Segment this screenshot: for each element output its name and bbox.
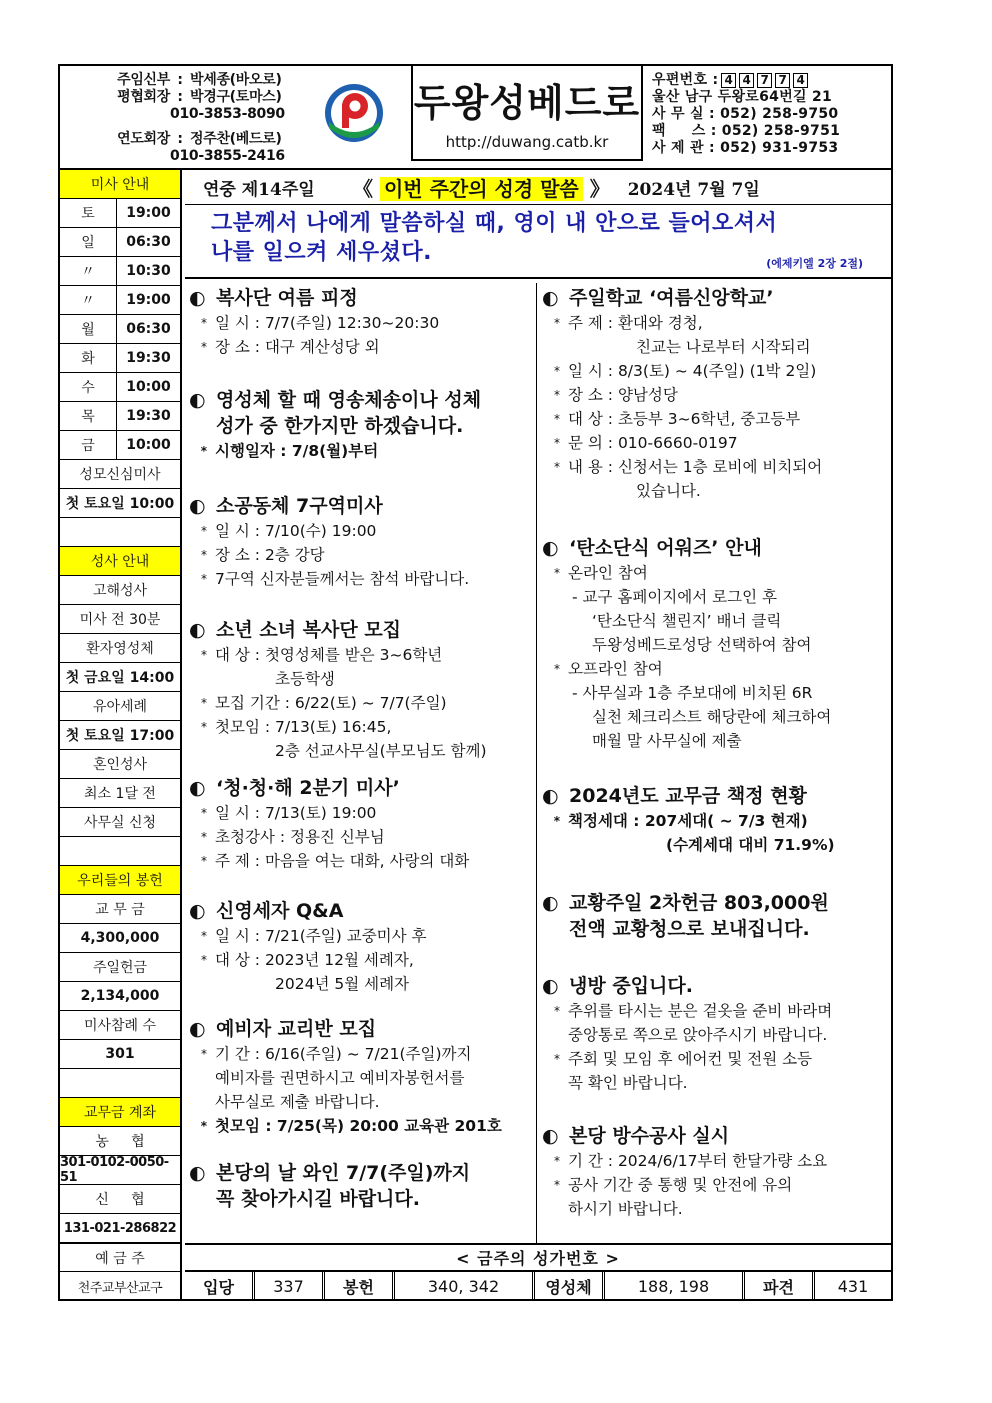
prayer-phone: 010-3855-2416 bbox=[170, 148, 285, 164]
liturgical-week: 연중 제14주일 bbox=[203, 179, 315, 200]
announcement-neophyte-qa: ◐ 신영세자 Q&A * 일 시 : 7/21(주일) 교중미사 후 * 대 상 : 2023년 12월 세례자, 2024년 5월 세례자 bbox=[189, 900, 427, 993]
half-circle-icon: ◐ bbox=[542, 975, 559, 997]
star-icon: * bbox=[554, 1154, 560, 1168]
left-column bbox=[185, 283, 537, 1243]
hymn-numbers-row bbox=[185, 1272, 891, 1301]
star-icon: * bbox=[201, 830, 207, 844]
bulletin-title-box bbox=[411, 66, 643, 161]
prayer-name: 정주찬(베드로) bbox=[190, 131, 282, 147]
verse-header bbox=[185, 170, 891, 205]
sidebar-spacer bbox=[60, 1069, 180, 1098]
sidebar-spacer bbox=[60, 837, 180, 866]
star-icon: * bbox=[554, 316, 560, 330]
mass-schedule-heading: 미사 안내 bbox=[60, 170, 180, 199]
star-icon: * bbox=[201, 1047, 207, 1061]
star-icon: * bbox=[201, 720, 207, 734]
announcement-altar-retreat: ◐ 복사단 여름 피정 * 일 시 : 7/7(주일) 12:30~20:30 * 장 소 : 대구 계산성당 외 bbox=[189, 285, 537, 359]
sidebar-spacer bbox=[60, 518, 180, 547]
mass-row: 월 06:30 bbox=[60, 315, 180, 344]
clergy-info: 주임신부 : 박세종(바오로) 평협회장 : 박경구(토마스) 010-3853-8090 연도회장 : 정주찬(베드로) 010-3855-2416 bbox=[60, 72, 320, 165]
star-icon: * bbox=[201, 572, 207, 586]
offertory-hymn-label: 봉헌 bbox=[325, 1272, 395, 1301]
mass-row: 일 06:30 bbox=[60, 228, 180, 257]
half-circle-icon: ◐ bbox=[189, 1018, 206, 1040]
verse-heading: 《 이번 주간의 성경 말씀 》 bbox=[353, 176, 610, 201]
offering-value: 301 bbox=[60, 1040, 180, 1069]
half-circle-icon: ◐ bbox=[189, 389, 206, 411]
sacrament-item: 첫 금요일 14:00 bbox=[60, 663, 180, 692]
entrance-hymn-label: 입당 bbox=[185, 1272, 255, 1301]
mass-row: 금 10:00 bbox=[60, 431, 180, 460]
marian-mass-label: 성모신심미사 bbox=[60, 460, 180, 489]
announcement-parish-wine: ◐ 본당의 날 와인 7/7(주일)까지 꼭 찾아가시길 바랍니다. bbox=[189, 1162, 471, 1210]
half-circle-icon: ◐ bbox=[542, 785, 559, 807]
half-circle-icon: ◐ bbox=[189, 619, 206, 641]
star-icon: * bbox=[554, 662, 560, 676]
half-circle-icon: ◐ bbox=[542, 287, 559, 309]
announcement-altar-server-recruit: ◐ 소년 소녀 복사단 모집 * 대 상 : 첫영성체를 받은 3~6학년 초등학생 * 모집 기간 : 6/22(토) ~ 7/7(주일) * 첫모임 : 7/13(토) 16:45, 2층 선교사무실(부모님도 함께) bbox=[189, 619, 487, 760]
mass-row: 목 19:30 bbox=[60, 402, 180, 431]
star-icon: * bbox=[200, 1119, 207, 1133]
scripture-verse bbox=[185, 205, 891, 279]
mass-row: 〃 10:30 bbox=[60, 257, 180, 286]
announcement-catechumen: ◐ 예비자 교리반 모집 * 기 간 : 6/16(주일) ~ 7/21(주일)까지 예비자를 권면하시고 예비자봉헌서를 사무실로 제출 바랍니다. * 첫모임 : 7/25(목) 20:00 교육관 201호 bbox=[189, 1016, 537, 1138]
entrance-hymn: 337 bbox=[255, 1272, 325, 1301]
bank-name: 신 협 bbox=[60, 1185, 180, 1214]
half-circle-icon: ◐ bbox=[189, 495, 206, 517]
half-circle-icon: ◐ bbox=[542, 537, 559, 559]
parish-logo-icon bbox=[323, 82, 385, 144]
half-circle-icon: ◐ bbox=[542, 1125, 559, 1147]
pastor-name: 박세종(바오로) bbox=[190, 72, 282, 88]
announcement-air-conditioning: ◐ 냉방 중입니다. * 추위를 타시는 분은 겉옷을 준비 바라며 중앙통로 쪽으로 앉아주시기 바랍니다. * 주회 및 모임 후 에어컨 및 전원 소등 꼭 확인 바랍니다. bbox=[542, 975, 833, 1092]
mass-row: 〃 19:00 bbox=[60, 286, 180, 315]
half-circle-icon: ◐ bbox=[542, 892, 559, 914]
bulletin-date: 2024년 7월 7일 bbox=[627, 179, 760, 200]
bulletin-header bbox=[60, 66, 891, 170]
announcement-columns bbox=[185, 283, 891, 1243]
hymn-numbers-heading: < 금주의 성가번호 > bbox=[185, 1243, 891, 1272]
rectory-phone: 사 제 관 : 052) 931-9753 bbox=[652, 140, 839, 156]
sacrament-item: 최소 1달 전 bbox=[60, 779, 180, 808]
verse-line: 그분께서 나에게 말씀하실 때, 영이 내 안으로 들어오셔서 bbox=[211, 211, 778, 236]
verse-reference: (에제키엘 2장 2절) bbox=[766, 257, 863, 270]
fax-number: 팩 스 : 052) 258-9751 bbox=[652, 123, 841, 139]
sacrament-item: 사무실 신청 bbox=[60, 808, 180, 837]
half-circle-icon: ◐ bbox=[189, 1162, 206, 1184]
offering-label: 주일헌금 bbox=[60, 953, 180, 982]
pastor-label: 주임신부 bbox=[117, 72, 170, 88]
half-circle-icon: ◐ bbox=[189, 900, 206, 922]
postal-digit: 4 bbox=[793, 73, 808, 88]
star-icon: * bbox=[201, 806, 207, 820]
announcement-waterproofing: ◐ 본당 방수공사 실시 * 기 간 : 2024/6/17부터 한달가량 소요 * 공사 기간 중 통행 및 안전에 유의 하시기 바랍니다. bbox=[542, 1125, 828, 1218]
account-holder-label: 예 금 주 bbox=[60, 1243, 180, 1272]
marian-mass-time: 첫 토요일 10:00 bbox=[60, 489, 180, 518]
announcement-communion-hymn: ◐ 영성체 할 때 영송체송이나 성체 성가 중 한가지만 하겠습니다. * 시행일자 : 7/8(월)부터 bbox=[189, 387, 537, 463]
main-content bbox=[185, 170, 891, 1297]
star-icon: * bbox=[554, 388, 560, 402]
star-icon: * bbox=[554, 364, 560, 378]
sidebar bbox=[60, 170, 182, 1301]
sacrament-item: 첫 토요일 17:00 bbox=[60, 721, 180, 750]
address: 울산 남구 두왕로64번길 21 bbox=[652, 89, 833, 105]
mass-row: 화 19:30 bbox=[60, 344, 180, 373]
star-icon: * bbox=[201, 953, 207, 967]
star-icon: * bbox=[554, 460, 560, 474]
star-icon: * bbox=[554, 412, 560, 426]
star-icon: * bbox=[201, 316, 207, 330]
office-phone: 사 무 실 : 052) 258-9750 bbox=[652, 106, 839, 122]
star-icon: * bbox=[553, 814, 560, 828]
account-number: 301-0102-0050-51 bbox=[60, 1156, 180, 1185]
bank-name: 농 협 bbox=[60, 1127, 180, 1156]
dismissal-hymn: 431 bbox=[837, 1277, 869, 1296]
star-icon: * bbox=[201, 696, 207, 710]
sacrament-heading: 성사 안내 bbox=[60, 547, 180, 576]
announcement-summer-school: ◐ 주일학교 ‘여름신앙학교’ * 주 제 : 환대와 경청, 친교는 나로부터 시작되리 * 일 시 : 8/3(토) ~ 4(주일) (1박 2일) * 장 소 : 양남성당 * 대 상 : 초등부 3~6학년, 중고등부 * 문 의 : 010-6660-0197 * 내 용 : 신청서는 1층 로비에 비치되어 있습니다. bbox=[542, 287, 823, 500]
star-icon: * bbox=[201, 854, 207, 868]
half-circle-icon: ◐ bbox=[189, 777, 206, 799]
half-circle-icon: ◐ bbox=[189, 287, 206, 309]
star-icon: * bbox=[554, 1004, 560, 1018]
bulletin-frame bbox=[58, 64, 893, 1301]
offering-label: 교 무 금 bbox=[60, 895, 180, 924]
account-number: 131-021-286822 bbox=[60, 1214, 180, 1243]
verse-line: 나를 일으켜 세우셨다. bbox=[211, 240, 432, 265]
communion-hymn-label: 영성체 bbox=[535, 1272, 605, 1301]
star-icon: * bbox=[201, 548, 207, 562]
postal-digit: 7 bbox=[775, 73, 790, 88]
council-name: 박경구(토마스) bbox=[190, 89, 282, 105]
sacrament-item: 유아세례 bbox=[60, 692, 180, 721]
postal-digit: 4 bbox=[721, 73, 736, 88]
offering-heading: 우리들의 봉헌 bbox=[60, 866, 180, 895]
account-holder: 천주교부산교구 bbox=[77, 1281, 163, 1296]
postal-label: 우편번호 : bbox=[652, 72, 719, 88]
council-label: 평협회장 bbox=[117, 89, 170, 105]
star-icon: * bbox=[201, 524, 207, 538]
sacrament-item: 혼인성사 bbox=[60, 750, 180, 779]
star-icon: * bbox=[554, 566, 560, 580]
offering-label: 미사참례 수 bbox=[60, 1011, 180, 1040]
star-icon: * bbox=[554, 1178, 560, 1192]
website-url[interactable]: http://duwang.catb.kr bbox=[445, 133, 609, 151]
offering-value: 2,134,000 bbox=[60, 982, 180, 1011]
star-icon: * bbox=[201, 648, 207, 662]
dismissal-hymn-label: 파견 bbox=[745, 1272, 815, 1301]
star-icon: * bbox=[201, 340, 207, 354]
communion-hymn: 188, 198 bbox=[605, 1272, 745, 1301]
announcement-pope-collection: ◐ 교황주일 2차헌금 803,000원 전액 교황청으로 보내집니다. bbox=[542, 892, 829, 940]
sacrament-item: 미사 전 30분 bbox=[60, 605, 180, 634]
star-icon: * bbox=[554, 436, 560, 450]
offertory-hymn: 340, 342 bbox=[395, 1272, 535, 1301]
star-icon: * bbox=[201, 929, 207, 943]
council-phone: 010-3853-8090 bbox=[170, 106, 285, 122]
mass-row: 수 10:00 bbox=[60, 373, 180, 402]
postal-code bbox=[652, 72, 887, 89]
announcement-district-mass: ◐ 소공동체 7구역미사 * 일 시 : 7/10(수) 19:00 * 장 소 : 2층 강당 * 7구역 신자분들께서는 참석 바랍니다. bbox=[189, 493, 537, 591]
right-column bbox=[538, 283, 890, 1243]
sacrament-item: 환자영성체 bbox=[60, 634, 180, 663]
announcement-carbon-fast: ◐ ‘탄소단식 어워즈’ 안내 * 온라인 참여 - 교구 홈페이지에서 로그인 후 ‘탄소단식 챌린지’ 배너 클릭 두왕성베드로성당 선택하여 참여 * 오프라인 참여 - 사무실과 1층 주보대에 비치된 6R 실천 체크리스트 해당란에 체크하여 매월 말 사무실에 제출 bbox=[542, 537, 832, 750]
mass-row: 토 19:00 bbox=[60, 199, 180, 228]
postal-digit: 4 bbox=[739, 73, 754, 88]
star-icon: * bbox=[554, 1052, 560, 1066]
offering-value: 4,300,000 bbox=[60, 924, 180, 953]
account-heading: 교무금 계좌 bbox=[60, 1098, 180, 1127]
sacrament-item: 고해성사 bbox=[60, 576, 180, 605]
announcement-dues-status: ◐ 2024년도 교무금 책정 현황 * 책정세대 : 207세대( ~ 7/3 현재) (수계세대 대비 71.9%) bbox=[542, 785, 835, 854]
announcement-youth-mass: ◐ ‘청·청·해 2분기 미사’ * 일 시 : 7/13(토) 19:00 * 초청강사 : 정용진 신부님 * 주 제 : 마음을 여는 대화, 사랑의 대화 bbox=[189, 775, 537, 873]
star-icon: * bbox=[200, 444, 207, 458]
postal-digit: 7 bbox=[757, 73, 772, 88]
bulletin-title: 두왕성베드로 bbox=[413, 83, 641, 125]
contact-info bbox=[652, 72, 887, 157]
prayer-label: 연도회장 bbox=[117, 131, 170, 147]
